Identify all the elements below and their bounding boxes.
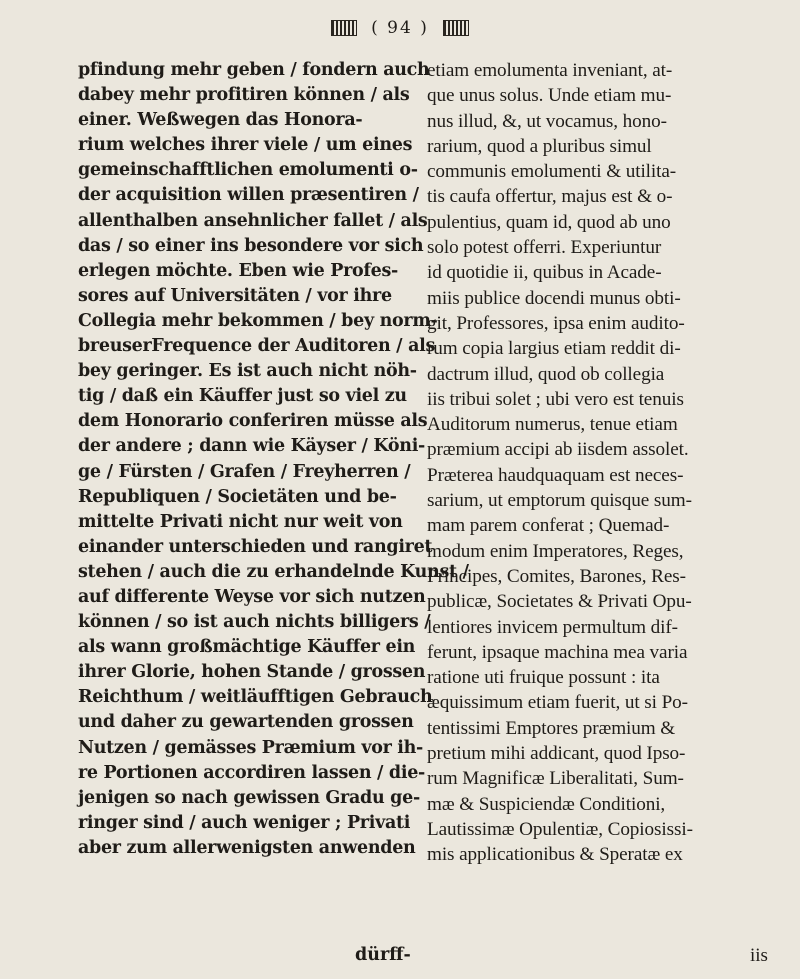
latin-text-line: mis applicationibus & Speratæ ex (427, 844, 683, 866)
latin-text-line: Principes, Comites, Barones, Res- (427, 565, 686, 587)
latin-text-line: modum enim Imperatores, Reges, (427, 540, 684, 562)
german-text-line: erlegen möchte. Eben wie Profes- (78, 260, 398, 281)
latin-text-line: communis emolumenti & utilita- (427, 161, 677, 183)
latin-text-line: Auditorum numerus, tenue etiam (427, 414, 678, 436)
german-text-line: jenigen so nach gewissen Gradu ge- (78, 787, 420, 808)
german-text-line: auf differente Weyse vor sich nutzen (78, 586, 426, 607)
german-text-line: sores auf Universitäten / vor ihre (78, 285, 392, 306)
latin-text-line: æquissimum etiam fuerit, ut si Po- (427, 692, 688, 714)
german-text-line: ihrer Glorie, hohen Stande / grossen (78, 662, 426, 683)
german-text-line: Reichthum / weitläufftigen Gebrauch (78, 687, 433, 708)
latin-text-line: rum Magnificæ Liberalitati, Sum- (427, 768, 684, 790)
latin-text-line: Lautissimæ Opulentiæ, Copiosissi- (427, 818, 693, 840)
german-text-line: allenthalben ansehnlicher fallet / als (78, 210, 428, 231)
german-text-line: einer. Weßwegen das Honora- (78, 110, 363, 131)
german-text-line: stehen / auch die zu erhandelnde Kunst / (78, 561, 469, 582)
german-text-line: breuserFrequence der Auditoren / als (78, 336, 436, 357)
german-text-line: pfindung mehr geben / fondern auch (78, 60, 430, 80)
german-text-line: ringer sind / auch weniger ; Privati (78, 812, 411, 833)
german-text-line: tig / daß ein Käuffer just so viel zu (78, 386, 407, 407)
ornament-left-icon (331, 20, 357, 36)
german-text-line: re Portionen accordiren lassen / die- (78, 762, 426, 783)
latin-text-line: mam parem conferat ; Quemad- (427, 515, 670, 537)
german-text-line: dem Honorario conferiren müsse als (78, 411, 428, 432)
latin-text-line: solo potest offerri. Experiuntur (427, 237, 662, 259)
latin-text-line: git, Professores, ipsa enim audito- (427, 312, 685, 334)
german-text-line: Nutzen / gemässes Præmium vor ih- (78, 737, 424, 758)
german-text-line: der acquisition willen præsentiren / (78, 185, 419, 206)
german-text-line: einander unterschieden und rangiret (78, 536, 433, 557)
catchword-left: dürff- (355, 945, 411, 965)
latin-text-line: dactrum illud, quod ob collegia (427, 363, 665, 385)
german-text-line: als wann großmächtige Käuffer ein (78, 637, 416, 658)
latin-text-line: pretium mihi addicant, quod Ipso- (427, 743, 686, 765)
german-column (78, 58, 469, 861)
page-header (0, 18, 800, 38)
latin-text-line: ferunt, ipsaque machina mea varia (427, 641, 688, 663)
german-text-line: bey geringer. Es ist auch nicht nöh- (78, 361, 417, 382)
latin-text-line: que unus solus. Unde etiam mu- (427, 85, 672, 107)
page-number: ( 94 ) (371, 18, 429, 38)
latin-text-line: tis caufa offertur, majus est & o- (427, 186, 673, 208)
latin-text-line: præmium accipi ab iisdem assolet. (427, 439, 689, 461)
latin-text-line: id quotidie ii, quibus in Acade- (427, 262, 662, 284)
latin-column (427, 58, 779, 868)
german-text-line: aber zum allerwenigsten anwenden (78, 837, 416, 858)
german-text-line: gemeinschafftlichen emolumenti o- (78, 160, 418, 181)
german-text-line: Collegia mehr bekommen / bey norm- (78, 310, 438, 331)
latin-text-line: nus illud, &, ut vocamus, hono- (427, 110, 667, 132)
latin-text-line: publicæ, Societates & Privati Opu- (427, 591, 692, 613)
german-text-line: ge / Fürsten / Grafen / Freyherren / (78, 461, 411, 482)
latin-text-line: mæ & Suspiciendæ Conditioni, (427, 793, 666, 815)
latin-text-line: pulentius, quam id, quod ab uno (427, 211, 671, 233)
german-text-line: mittelte Privati nicht nur weit von (78, 511, 403, 532)
latin-text-line: rum copia largius etiam reddit di- (427, 338, 681, 360)
german-text-line: rium welches ihrer viele / um eines (78, 135, 413, 156)
german-text-line: das / so einer ins besondere vor sich (78, 235, 424, 256)
german-text-line: Republiquen / Societäten und be- (78, 486, 397, 507)
german-text-line: können / so ist auch nichts billigers / (78, 612, 431, 633)
latin-text-line: iis tribui solet ; ubi vero est tenuis (427, 388, 684, 410)
latin-text-line: sarium, ut emptorum quisque sum- (427, 490, 692, 512)
latin-text-line: ratione uti fruique possunt : ita (427, 667, 660, 689)
latin-text-line: etiam emolumenta inveniant, at- (427, 60, 673, 81)
latin-text-line: lentiores invicem permultum dif- (427, 616, 678, 638)
ornament-right-icon (443, 20, 469, 36)
latin-text-line: rarium, quod a pluribus simul (427, 135, 652, 157)
catchword-right: iis (750, 945, 768, 966)
latin-text-line: tentissimi Emptores præmium & (427, 717, 676, 739)
german-text-line: und daher zu gewartenden grossen (78, 712, 414, 733)
latin-text-line: Præterea haudquaquam est neces- (427, 464, 684, 486)
german-text-line: dabey mehr profitiren können / als (78, 85, 410, 106)
german-text-line: der andere ; dann wie Käyser / Köni- (78, 436, 426, 457)
latin-text-line: miis publice docendi munus obti- (427, 287, 681, 309)
